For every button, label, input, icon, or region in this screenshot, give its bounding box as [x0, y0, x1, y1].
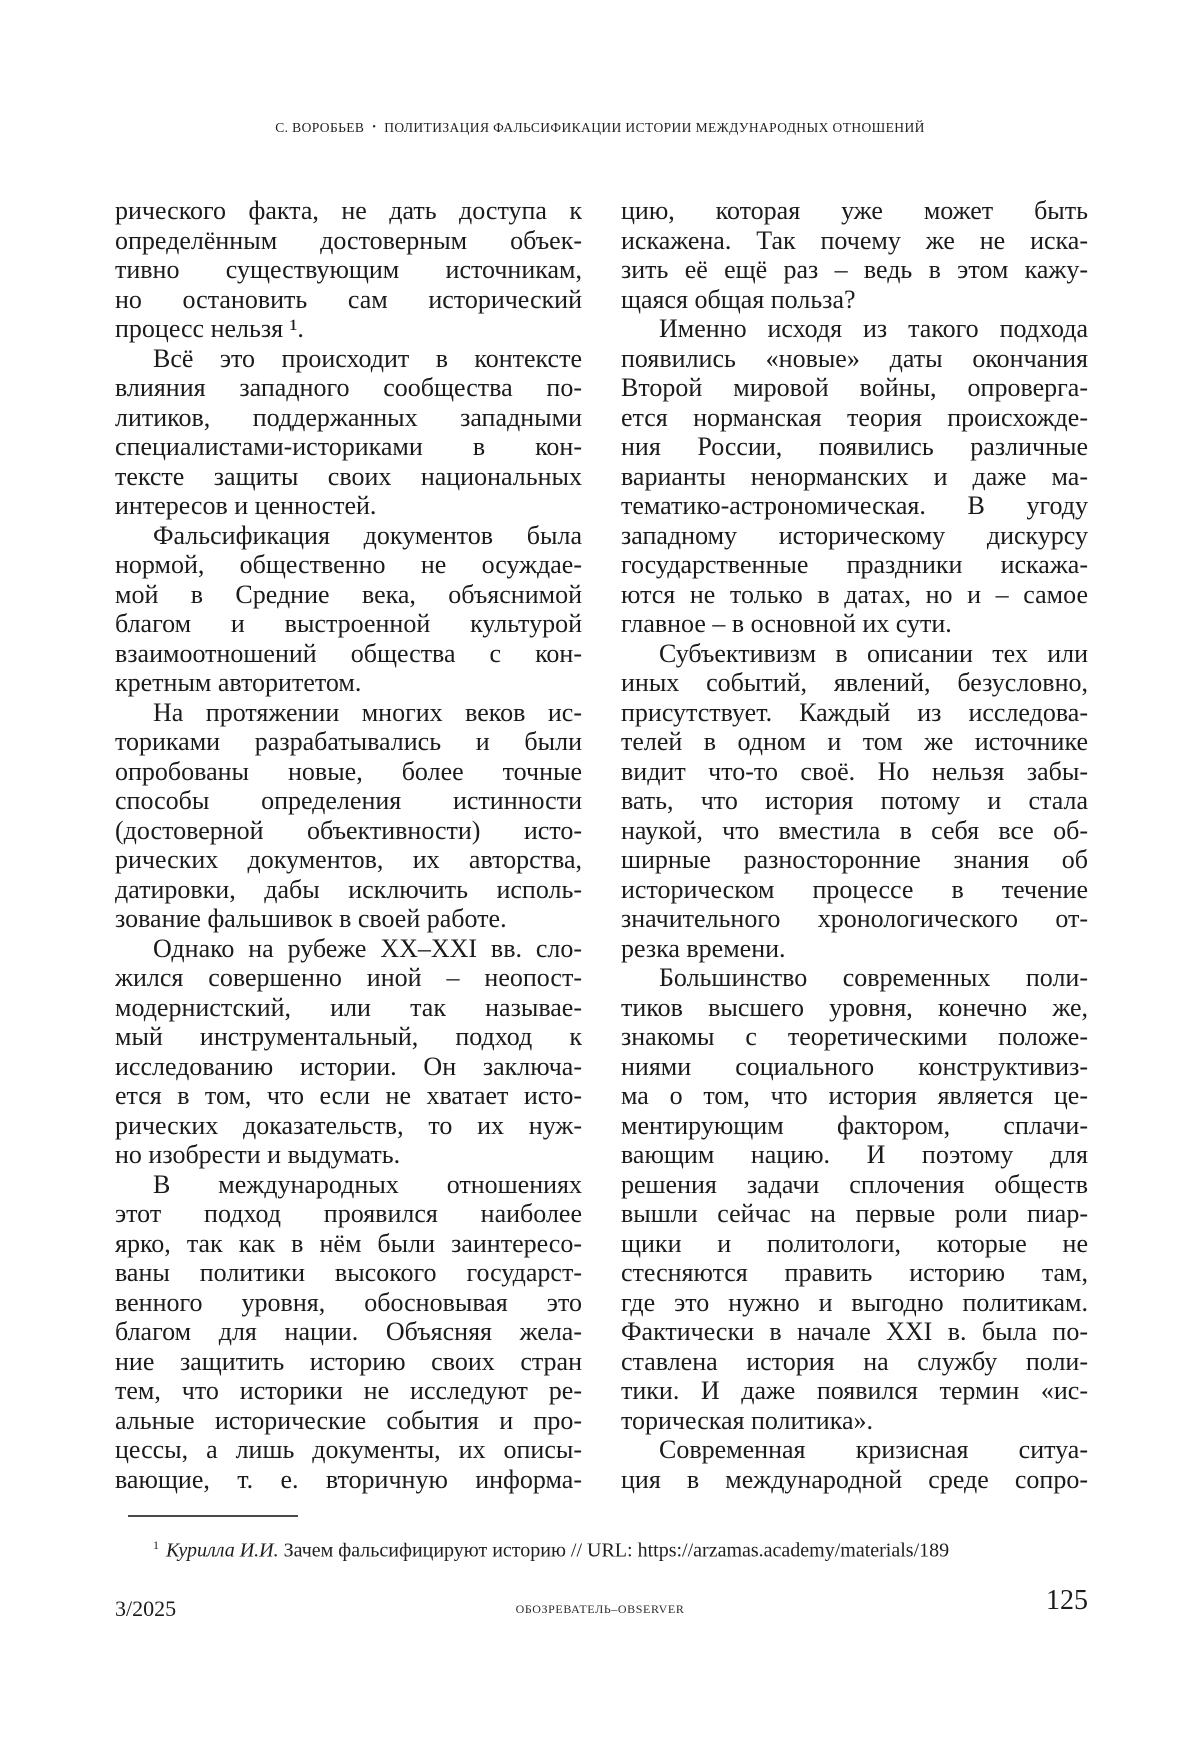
text-line: присутствует. Каждый из исследова-: [621, 697, 1088, 727]
text-line: тивно существующим источникам,: [115, 255, 582, 284]
text-line: жился совершенно иной – неопост-: [115, 963, 582, 992]
text-line: но остановить сам исторический: [115, 284, 582, 314]
text-line: способы определения истинности: [115, 786, 582, 815]
text-line: ма о том, что история является це-: [621, 1081, 1088, 1110]
paragraph: [115, 521, 582, 698]
text-line: тиков высшего уровня, конечно же,: [621, 992, 1088, 1022]
text-line: вающие, т. е. вторичную информа-: [115, 1464, 582, 1494]
text-line: торическая политика».: [621, 1405, 873, 1435]
text-line: западному историческому дискурсу: [621, 520, 1088, 550]
text-line: влияния западного сообщества по-: [115, 373, 582, 402]
text-line: главное – в основной их сути.: [621, 609, 952, 638]
text-line: где это нужно и выгодно политикам.: [621, 1287, 1088, 1317]
text-line: вать, что история потому и стала: [621, 786, 1088, 815]
text-line: искажена. Так почему же не иска-: [621, 225, 1088, 255]
footer-page-number: 125: [1046, 1585, 1088, 1616]
text-line: вающим нацию. И поэтому для: [621, 1140, 1088, 1169]
text-line: ется в том, что если не хватает исто-: [115, 1081, 582, 1110]
text-line: Субъективизм в описании тех или: [659, 638, 1088, 668]
text-line: Современная кризисная ситуа-: [659, 1435, 1088, 1464]
text-line: нормой, общественно не осуждае-: [115, 550, 582, 579]
text-line: рического факта, не дать доступа к: [115, 196, 582, 225]
text-line: рических доказательств, то их нуж-: [115, 1110, 582, 1140]
text-line: ширные разносторонние знания об: [621, 845, 1088, 874]
paragraph: [621, 196, 1088, 314]
text-line: мой в Средние века, объяснимой: [115, 579, 582, 609]
text-line: модернистский, или так называе-: [115, 992, 582, 1022]
text-line: В международных отношениях: [153, 1169, 582, 1199]
text-line: наукой, что вместила в себя все об-: [621, 815, 1088, 845]
text-line: цессы, а лишь документы, их описы-: [115, 1435, 582, 1464]
text-line: ния России, появились различные: [621, 432, 1088, 461]
text-line: благом и выстроенной культурой: [115, 609, 582, 638]
text-line: значительного хронологического от-: [621, 904, 1088, 933]
text-line: Второй мировой войны, опроверга-: [621, 373, 1088, 402]
text-line: варианты ненорманских и даже ма-: [621, 461, 1088, 491]
text-line: этот подход проявился наиболее: [115, 1199, 582, 1228]
text-line: опробованы новые, более точные: [115, 756, 582, 786]
footer-issue: 3/2025: [115, 1596, 177, 1621]
text-line: Фальсификация документов была: [153, 520, 582, 550]
text-line: ваны политики высокого государст-: [115, 1258, 582, 1287]
footnote: [115, 1532, 1088, 1564]
header-author: С. ВОРОБЬЕВ: [275, 120, 365, 135]
text-line: литиков, поддержанных западными: [115, 402, 582, 432]
text-line: Фактически в начале XXI в. была по-: [621, 1317, 1088, 1346]
text-line: зование фальшивок в своей работе.: [115, 904, 507, 933]
text-line: стесняются править историю там,: [621, 1258, 1088, 1287]
text-line: щики и политологи, которые не: [621, 1228, 1088, 1258]
text-line: интересов и ценностей.: [115, 491, 377, 520]
text-line: благом для нации. Объясняя жела-: [115, 1317, 582, 1346]
article-body: [115, 196, 1088, 1494]
paragraph: [115, 344, 582, 521]
running-header: [0, 120, 1200, 136]
paragraph: [621, 963, 1088, 1435]
text-line: зить её ещё раз – ведь в этом кажу-: [621, 255, 1088, 284]
footnote-divider: [128, 1515, 298, 1517]
text-line: ториками разрабатывались и были: [115, 727, 582, 756]
text-line: тексте защиты своих национальных: [115, 461, 582, 491]
paragraph: [621, 1435, 1088, 1494]
text-line: появились «новые» даты окончания: [621, 343, 1088, 373]
text-line: датировки, дабы исключить исполь-: [115, 874, 582, 904]
text-line: Однако на рубеже XX–XXI вв. сло-: [153, 933, 582, 963]
text-line: кретным авторитетом.: [115, 668, 362, 697]
paragraph: [621, 314, 1088, 639]
text-line: Всё это происходит в контексте: [153, 343, 582, 373]
text-line: определённым достоверным объек-: [115, 225, 582, 255]
text-line: цию, которая уже может быть: [621, 196, 1088, 225]
text-line: щаяся общая польза?: [621, 284, 856, 314]
text-line: процесс нельзя ¹.: [115, 314, 304, 343]
text-line: ярко, так как в нём были заинтересо-: [115, 1228, 582, 1258]
text-line: альные исторические события и про-: [115, 1405, 582, 1435]
header-title: ПОЛИТИЗАЦИЯ ФАЛЬСИФИКАЦИИ ИСТОРИИ МЕЖДУНАРОДНЫХ ОТНОШЕНИЙ: [384, 120, 925, 135]
text-line: тем, что историки не исследуют ре-: [115, 1376, 582, 1405]
text-line: телей в одном и том же источнике: [621, 727, 1088, 756]
text-line: ставлена история на службу поли-: [621, 1346, 1088, 1376]
text-line: рических документов, их авторства,: [115, 845, 582, 874]
footer-journal-name: ОБОЗРЕВАТЕЛЬ–OBSERVER: [515, 1602, 685, 1616]
paragraph: [621, 639, 1088, 964]
column-left: [115, 196, 582, 1494]
text-line: Именно исходя из такого подхода: [659, 314, 1088, 343]
text-line: историческом процессе в течение: [621, 874, 1088, 904]
footnote-text: Зачем фальсифицируют историю // URL: https://arzamas.academy/materials/189: [278, 1539, 950, 1562]
text-line: ция в международной среде сопро-: [621, 1464, 1088, 1494]
text-line: решения задачи сплочения обществ: [621, 1169, 1088, 1199]
text-line: тики. И даже появился термин «ис-: [621, 1376, 1088, 1405]
text-line: исследованию истории. Он заключа-: [115, 1051, 582, 1081]
text-line: тематико-астрономическая. В угоду: [621, 491, 1088, 520]
paragraph: [115, 196, 582, 344]
text-line: но изобрести и выдумать.: [115, 1140, 401, 1169]
text-line: (достоверной объективности) исто-: [115, 815, 582, 845]
text-line: видит что-то своё. Но нельзя забы-: [621, 756, 1088, 786]
paragraph: [115, 934, 582, 1170]
text-line: ментирующим фактором, сплачи-: [621, 1110, 1088, 1140]
text-line: ниями социального конструктивиз-: [621, 1051, 1088, 1081]
text-line: мый инструментальный, подход к: [115, 1022, 582, 1051]
text-line: государственные праздники искажа-: [621, 550, 1088, 579]
header-bullet-separator: •: [372, 122, 377, 133]
text-line: знакомы с теоретическими положе-: [621, 1022, 1088, 1051]
paragraph: [115, 1170, 582, 1495]
text-line: венного уровня, обосновывая это: [115, 1287, 582, 1317]
text-line: резка времени.: [621, 933, 786, 963]
text-line: взаимоотношений общества с кон-: [115, 638, 582, 668]
paragraph: [115, 698, 582, 934]
text-line: Большинство современных поли-: [659, 963, 1088, 992]
text-line: ются не только в датах, но и – самое: [621, 579, 1088, 609]
text-line: На протяжении многих веков ис-: [153, 697, 582, 727]
text-line: ется норманская теория происхожде-: [621, 402, 1088, 432]
footnote-marker: 1: [153, 1538, 159, 1552]
footnote-author: Курилла И.И.: [166, 1539, 279, 1562]
column-right: [621, 196, 1088, 1494]
text-line: иных событий, явлений, безусловно,: [621, 668, 1088, 697]
text-line: специалистами-историками в кон-: [115, 432, 582, 461]
text-line: вышли сейчас на первые роли пиар-: [621, 1199, 1088, 1228]
text-line: ние защитить историю своих стран: [115, 1346, 582, 1376]
